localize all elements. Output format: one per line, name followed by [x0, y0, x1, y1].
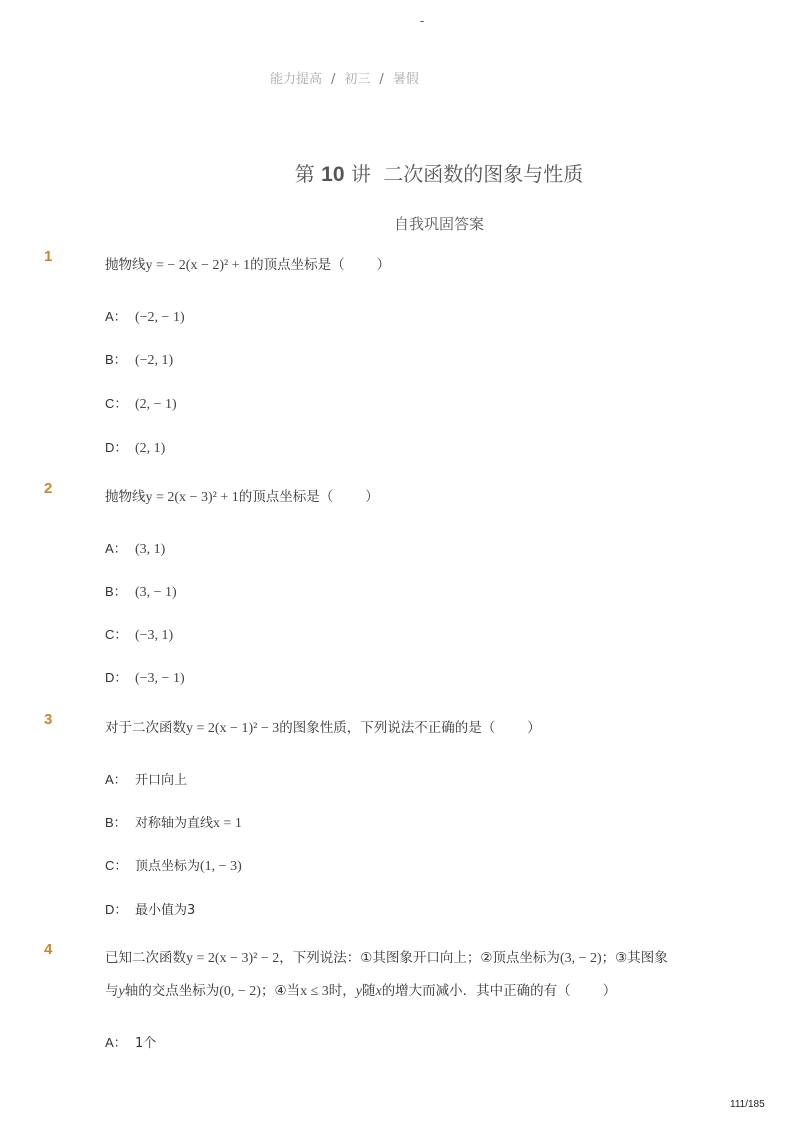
formula: y = − 2(x − 2)² + 1 [145, 258, 251, 273]
formula: y = 2(x − 1)² − 3 [186, 721, 280, 736]
lecture-number: 10 [321, 163, 345, 186]
question-number: 1 [44, 248, 53, 265]
page-number: 111/185 [730, 1099, 765, 1110]
lecture-topic: 二次函数的图象与性质 [383, 162, 584, 186]
option-a[interactable]: A： (−2, − 1) [105, 309, 185, 325]
option-b[interactable]: B： 对称轴为直线x = 1 [105, 815, 242, 831]
question-stem: 抛物线y = − 2(x − 2)² + 1的顶点坐标是（ ） [105, 257, 391, 273]
question-stem: 对于二次函数y = 2(x − 1)² − 3的图象性质，下列说法不正确的是（ ） [105, 720, 541, 736]
breadcrumb-item: 暑假 [392, 72, 419, 87]
option-d[interactable]: D： 最小值为3 [105, 902, 196, 918]
option-b[interactable]: B： (−2, 1) [105, 352, 174, 368]
question-number: 4 [44, 941, 53, 958]
lecture-title [0, 158, 800, 187]
breadcrumb-separator: / [379, 72, 384, 87]
option-a[interactable]: A： 1个 [105, 1035, 157, 1051]
lecture-prefix: 第 [294, 162, 315, 186]
formula: y = 2(x − 3)² + 1 [145, 490, 239, 505]
option-a[interactable]: A： 开口向上 [105, 772, 188, 788]
breadcrumb-item: 能力提高 [270, 72, 323, 87]
option-c[interactable]: C： (2, − 1) [105, 396, 177, 412]
option-a[interactable]: A： (3, 1) [105, 541, 166, 557]
question-stem-line-1: 已知二次函数y = 2(x − 3)² − 2，下列说法：①其图象开口向上；②顶点坐标为(3, − 2)；③其图象 [105, 950, 668, 966]
breadcrumb-item: 初三 [344, 72, 371, 87]
question-stem: 抛物线y = 2(x − 3)² + 1的顶点坐标是（ ） [105, 489, 379, 505]
lecture-suffix: 讲 [350, 162, 371, 186]
question-number: 2 [44, 480, 53, 497]
option-d[interactable]: D： (2, 1) [105, 440, 166, 456]
question-number: 3 [44, 711, 53, 728]
option-c[interactable]: C： 顶点坐标为(1, − 3) [105, 858, 242, 874]
breadcrumb-separator: / [331, 72, 336, 87]
option-c[interactable]: C： (−3, 1) [105, 627, 174, 643]
top-dash: - [420, 14, 425, 28]
question-stem-line-2: 与y轴的交点坐标为(0, − 2)；④当x ≤ 3时，y随x的增大而减小．其中正确的有（ ） [105, 983, 617, 999]
breadcrumb [270, 68, 419, 87]
section-title: 自我巩固答案 [393, 215, 484, 233]
option-d[interactable]: D： (−3, − 1) [105, 670, 185, 686]
formula: y = 2(x − 3)² − 2 [186, 951, 280, 966]
option-b[interactable]: B： (3, − 1) [105, 584, 177, 600]
